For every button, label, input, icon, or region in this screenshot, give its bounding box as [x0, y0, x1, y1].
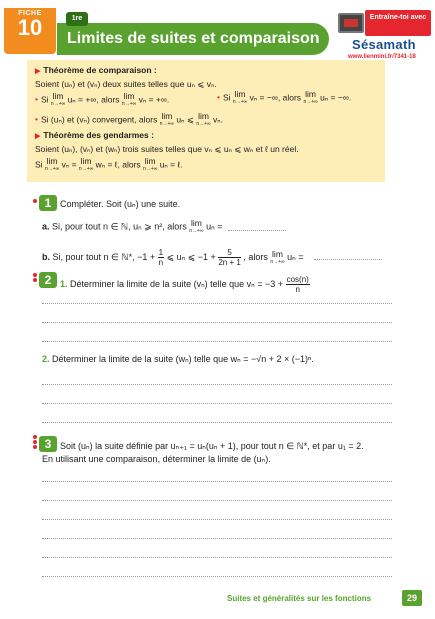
footer-chapter-title: Suites et généralités sur les fonctions: [227, 594, 372, 603]
exercise-3-badge: 3: [39, 436, 57, 452]
promo-tag: Entraîne-toi avec: [365, 10, 431, 36]
comparison-case-3: • Si (uₙ) et (vₙ) convergent, alors lim n→+∞ uₙ ⩽ lim n→+∞ vₙ.: [35, 111, 223, 127]
answer-line[interactable]: [42, 384, 392, 385]
answer-line[interactable]: [42, 303, 392, 304]
answer-field-1b[interactable]: [314, 259, 382, 260]
comparison-heading: ▶ Théorème de comparaison :: [35, 65, 157, 75]
page-title: Limites de suites et comparaison: [67, 30, 320, 47]
answer-line[interactable]: [42, 322, 392, 323]
triangle-bullet-icon: ▶: [35, 133, 41, 140]
exercise-1-intro: Compléter. Soit (uₙ) une suite.: [60, 199, 181, 209]
gendarmes-heading: ▶ Théorème des gendarmes :: [35, 130, 154, 140]
fiche-number: 10: [17, 15, 43, 40]
bullet-icon: •: [35, 94, 38, 105]
triangle-bullet-icon: ▶: [35, 68, 41, 75]
page-number: 29: [402, 590, 422, 606]
answer-line[interactable]: [42, 557, 392, 558]
answer-line[interactable]: [42, 341, 392, 342]
exercise-2-q2: 2. Déterminer la limite de la suite (wₙ) telle que wₙ = −√n + 2 × (−1)ⁿ.: [42, 354, 314, 364]
bullet-icon: •: [35, 114, 38, 125]
answer-line[interactable]: [42, 519, 392, 520]
fiche-label: FICHE: [18, 10, 42, 17]
answer-line[interactable]: [42, 576, 392, 577]
exercise-1-badge: 1: [39, 195, 57, 211]
exercise-3-line-2: En utilisant une comparaison, déterminer la limite de (uₙ).: [42, 454, 271, 464]
promo-brand: Sésamath: [352, 37, 416, 52]
comparison-intro: Soient (uₙ) et (vₙ) deux suites telles que uₙ ⩽ vₙ.: [35, 79, 217, 89]
sesamath-promo[interactable]: [338, 10, 432, 64]
answer-line[interactable]: [42, 403, 392, 404]
level-badge: 1re: [66, 12, 88, 26]
exercise-1b: b. Si, pour tout n ∈ ℕ*, −1 + $\frac{1}{n}$ ⩽ uₙ ⩽ −1 + $\frac{5}{2n + 1}$ , alors lim n→+∞ uₙ =: [42, 248, 304, 267]
fiche-badge: [4, 8, 56, 54]
computer-screen-icon: [338, 13, 364, 33]
answer-field-1a[interactable]: [228, 230, 286, 231]
exercise-2-q1: 1. Déterminer la limite de la suite (vₙ) telle que vₙ = −3 + $\frac{\cos(n)}{n}$: [60, 275, 309, 294]
gendarmes-statement: Si lim n→+∞ vₙ = lim n→+∞ wₙ = ℓ, alors lim n→+∞ uₙ = ℓ.: [35, 156, 183, 172]
promo-url[interactable]: www.lienmini.fr/7341-18: [348, 54, 416, 60]
answer-line[interactable]: [42, 422, 392, 423]
exercise-3-line-1: Soit (uₙ) la suite définie par uₙ₊₁ = uₙ(uₙ + 1), pour tout n ∈ ℕ*, et par u₁ = 2.: [60, 441, 364, 451]
comparison-case-2: • Si lim n→+∞ vₙ = −∞, alors lim n→+∞ uₙ = −∞.: [217, 89, 352, 105]
exercise-2-badge: 2: [39, 272, 57, 288]
answer-line[interactable]: [42, 538, 392, 539]
exercise-1a: a. Si, pour tout n ∈ ℕ, uₙ ⩾ n², alors lim n→+∞ uₙ =: [42, 218, 223, 234]
theorem-box: [27, 60, 385, 182]
answer-line[interactable]: [42, 500, 392, 501]
gendarmes-intro: Soient (uₙ), (vₙ) et (wₙ) trois suites telles que vₙ ⩽ uₙ ⩽ wₙ et ℓ un réel.: [35, 144, 299, 154]
comparison-case-1: • Si lim n→+∞ uₙ = +∞, alors lim n→+∞ vₙ = +∞.: [35, 91, 170, 107]
answer-line[interactable]: [42, 481, 392, 482]
bullet-icon: •: [217, 92, 220, 103]
